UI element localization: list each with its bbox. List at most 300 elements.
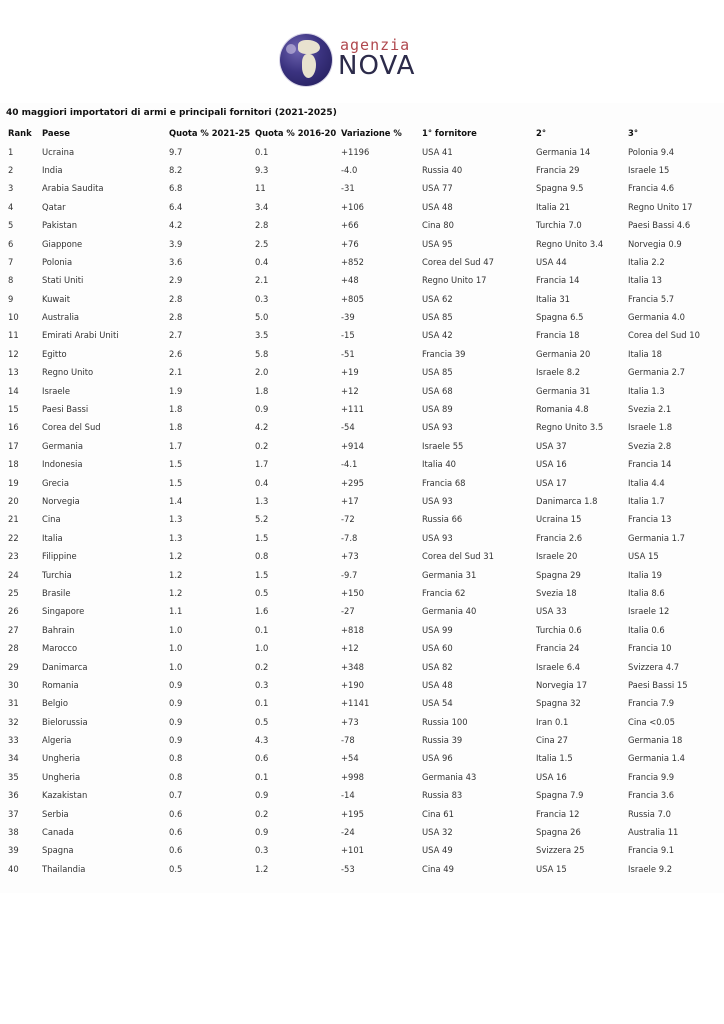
cell-supplier-1: USA 82: [422, 661, 453, 672]
cell-supplier-3: Francia 5.7: [628, 293, 675, 304]
table-row: [0, 198, 724, 216]
cell-supplier-1: Corea del Sud 47: [422, 256, 494, 267]
cell-rank: 6: [8, 238, 14, 249]
cell-supplier-1: USA 60: [422, 643, 453, 654]
cell-rank: 28: [8, 643, 19, 654]
cell-supplier-2: USA 16: [536, 459, 567, 470]
cell-share-2016-20: 11: [255, 183, 266, 194]
cell-supplier-1: USA 32: [422, 827, 453, 838]
table-row: [0, 308, 724, 326]
cell-supplier-2: Germania 14: [536, 146, 591, 157]
cell-supplier-2: Spagna 6.5: [536, 312, 584, 323]
cell-country: Canada: [42, 827, 74, 838]
cell-rank: 8: [8, 275, 14, 286]
cell-supplier-2: Francia 2.6: [536, 532, 583, 543]
cell-change: -4.0: [341, 164, 358, 175]
cell-change: -14: [341, 790, 355, 801]
cell-supplier-2: Ucraina 15: [536, 514, 582, 525]
cell-supplier-2: Iran 0.1: [536, 716, 569, 727]
cell-share-2021-25: 0.9: [169, 698, 183, 709]
table-row: [0, 547, 724, 565]
cell-supplier-3: Francia 13: [628, 514, 672, 525]
cell-supplier-3: Regno Unito 17: [628, 201, 693, 212]
cell-supplier-1: USA 41: [422, 146, 453, 157]
cell-share-2016-20: 2.0: [255, 367, 269, 378]
table-row: [0, 473, 724, 491]
cell-country: Germania: [42, 440, 83, 451]
column-header-supplier-3: 3°: [628, 128, 639, 139]
table-row: [0, 363, 724, 381]
cell-share-2016-20: 1.0: [255, 643, 269, 654]
cell-change: -7.8: [341, 532, 358, 543]
cell-supplier-2: Germania 31: [536, 385, 591, 396]
cell-country: Regno Unito: [42, 367, 94, 378]
cell-share-2016-20: 9.3: [255, 164, 269, 175]
cell-supplier-3: Francia 14: [628, 459, 672, 470]
cell-change: +1141: [341, 698, 370, 709]
cell-supplier-1: USA 93: [422, 422, 453, 433]
cell-share-2021-25: 1.0: [169, 643, 183, 654]
cell-supplier-3: Francia 7.9: [628, 698, 675, 709]
cell-supplier-1: USA 93: [422, 532, 453, 543]
table-header-row: [0, 124, 724, 142]
cell-supplier-3: Cina <0.05: [628, 716, 675, 727]
cell-rank: 36: [8, 790, 19, 801]
cell-share-2021-25: 0.8: [169, 771, 183, 782]
cell-supplier-3: Germania 2.7: [628, 367, 685, 378]
cell-country: Ungheria: [42, 753, 81, 764]
table-row: [0, 676, 724, 694]
cell-share-2021-25: 0.9: [169, 679, 183, 690]
cell-supplier-2: Cina 27: [536, 735, 568, 746]
cell-change: +54: [341, 753, 359, 764]
cell-share-2021-25: 1.3: [169, 532, 183, 543]
cell-country: Cina: [42, 514, 61, 525]
table-row: [0, 510, 724, 528]
cell-country: Kuwait: [42, 293, 70, 304]
cell-supplier-2: USA 17: [536, 477, 567, 488]
cell-supplier-2: Spagna 32: [536, 698, 581, 709]
cell-supplier-1: USA 95: [422, 238, 453, 249]
cell-share-2021-25: 4.2: [169, 220, 183, 231]
cell-supplier-2: Italia 21: [536, 201, 570, 212]
cell-share-2021-25: 0.7: [169, 790, 183, 801]
cell-supplier-3: Francia 9.1: [628, 845, 675, 856]
cell-country: Polonia: [42, 256, 73, 267]
cell-share-2016-20: 4.2: [255, 422, 269, 433]
cell-supplier-2: Norvegia 17: [536, 679, 588, 690]
column-header-share-2021-25: Quota % 2021-25: [169, 128, 251, 139]
cell-supplier-3: Paesi Bassi 4.6: [628, 220, 691, 231]
table-row: [0, 749, 724, 767]
cell-supplier-2: Germania 20: [536, 348, 591, 359]
cell-supplier-1: USA 48: [422, 679, 453, 690]
cell-share-2021-25: 0.5: [169, 863, 183, 874]
cell-change: +1196: [341, 146, 370, 157]
cell-supplier-1: Cina 49: [422, 863, 454, 874]
cell-supplier-2: Regno Unito 3.4: [536, 238, 604, 249]
cell-supplier-1: USA 96: [422, 753, 453, 764]
cell-share-2016-20: 2.1: [255, 275, 269, 286]
cell-share-2016-20: 0.3: [255, 679, 269, 690]
cell-rank: 16: [8, 422, 19, 433]
cell-supplier-3: Polonia 9.4: [628, 146, 675, 157]
cell-share-2021-25: 1.2: [169, 551, 183, 562]
cell-supplier-3: Italia 13: [628, 275, 662, 286]
cell-country: Arabia Saudita: [42, 183, 104, 194]
cell-change: -72: [341, 514, 355, 525]
cell-supplier-1: USA 54: [422, 698, 453, 709]
cell-country: Romania: [42, 679, 79, 690]
cell-rank: 21: [8, 514, 19, 525]
cell-rank: 3: [8, 183, 14, 194]
table-row: [0, 492, 724, 510]
cell-supplier-3: Paesi Bassi 15: [628, 679, 688, 690]
table-row: [0, 804, 724, 822]
cell-country: Algeria: [42, 735, 72, 746]
cell-rank: 23: [8, 551, 19, 562]
cell-change: +818: [341, 624, 365, 635]
cell-supplier-2: Spagna 26: [536, 827, 581, 838]
cell-share-2016-20: 1.8: [255, 385, 269, 396]
cell-supplier-2: Israele 20: [536, 551, 578, 562]
cell-rank: 7: [8, 256, 14, 267]
cell-supplier-1: USA 42: [422, 330, 453, 341]
cell-supplier-1: Russia 66: [422, 514, 463, 525]
table-row: [0, 602, 724, 620]
cell-change: +48: [341, 275, 359, 286]
cell-rank: 1: [8, 146, 14, 157]
cell-country: Grecia: [42, 477, 69, 488]
cell-share-2021-25: 1.8: [169, 422, 183, 433]
table-row: [0, 418, 724, 436]
cell-share-2016-20: 0.2: [255, 808, 269, 819]
cell-country: Kazakistan: [42, 790, 88, 801]
cell-change: -39: [341, 312, 355, 323]
cell-share-2016-20: 0.2: [255, 440, 269, 451]
cell-supplier-3: Germania 4.0: [628, 312, 685, 323]
cell-rank: 29: [8, 661, 19, 672]
cell-share-2021-25: 0.9: [169, 716, 183, 727]
cell-share-2016-20: 2.5: [255, 238, 269, 249]
cell-share-2021-25: 8.2: [169, 164, 183, 175]
cell-supplier-2: Italia 31: [536, 293, 570, 304]
cell-change: -78: [341, 735, 355, 746]
cell-share-2021-25: 2.1: [169, 367, 183, 378]
cell-supplier-2: Francia 24: [536, 643, 580, 654]
table-row: [0, 823, 724, 841]
cell-supplier-3: Norvegia 0.9: [628, 238, 682, 249]
cell-change: -24: [341, 827, 355, 838]
cell-share-2016-20: 0.5: [255, 716, 269, 727]
table-row: [0, 694, 724, 712]
cell-change: -53: [341, 863, 355, 874]
cell-change: +12: [341, 385, 359, 396]
table-row: [0, 400, 724, 418]
cell-change: +106: [341, 201, 365, 212]
cell-country: Australia: [42, 312, 80, 323]
column-header-share-2016-20: Quota % 2016-20: [255, 128, 337, 139]
table-row: [0, 437, 724, 455]
cell-supplier-3: Germania 18: [628, 735, 683, 746]
cell-country: Corea del Sud: [42, 422, 101, 433]
cell-change: +805: [341, 293, 365, 304]
cell-supplier-1: Germania 31: [422, 569, 477, 580]
cell-share-2021-25: 1.5: [169, 459, 183, 470]
importers-table: [0, 124, 724, 878]
cell-supplier-3: Israele 12: [628, 606, 670, 617]
cell-supplier-3: Italia 4.4: [628, 477, 665, 488]
cell-supplier-1: Germania 40: [422, 606, 477, 617]
table-row: [0, 786, 724, 804]
cell-rank: 18: [8, 459, 19, 470]
cell-supplier-3: Francia 9.9: [628, 771, 675, 782]
cell-change: +190: [341, 679, 365, 690]
cell-country: Thailandia: [42, 863, 86, 874]
cell-rank: 15: [8, 404, 19, 415]
cell-share-2021-25: 0.9: [169, 735, 183, 746]
column-header-country: Paese: [42, 128, 70, 139]
cell-share-2021-25: 1.8: [169, 404, 183, 415]
cell-supplier-2: Spagna 29: [536, 569, 581, 580]
cell-supplier-1: USA 48: [422, 201, 453, 212]
cell-rank: 24: [8, 569, 19, 580]
table-row: [0, 381, 724, 399]
cell-country: Giappone: [42, 238, 83, 249]
cell-country: Stati Uniti: [42, 275, 84, 286]
cell-rank: 22: [8, 532, 19, 543]
cell-supplier-1: Cina 61: [422, 808, 454, 819]
cell-supplier-1: Francia 68: [422, 477, 466, 488]
cell-rank: 38: [8, 827, 19, 838]
cell-rank: 27: [8, 624, 19, 635]
cell-share-2021-25: 1.2: [169, 569, 183, 580]
cell-share-2021-25: 1.4: [169, 496, 183, 506]
cell-supplier-2: USA 44: [536, 256, 567, 267]
cell-supplier-2: Francia 18: [536, 330, 580, 341]
cell-supplier-3: Svizzera 4.7: [628, 661, 680, 672]
cell-supplier-2: Turchia 0.6: [536, 624, 582, 635]
column-header-supplier-1: 1° fornitore: [422, 128, 477, 139]
cell-country: Israele: [42, 385, 71, 396]
cell-rank: 37: [8, 808, 19, 819]
cell-share-2021-25: 6.4: [169, 201, 183, 212]
cell-supplier-3: Francia 3.6: [628, 790, 675, 801]
cell-supplier-2: Spagna 9.5: [536, 183, 584, 194]
cell-change: +17: [341, 496, 359, 506]
cell-share-2021-25: 1.9: [169, 385, 183, 396]
cell-change: +19: [341, 367, 359, 378]
cell-supplier-2: Svezia 18: [536, 587, 577, 598]
cell-change: -31: [341, 183, 355, 194]
column-header-rank: Rank: [8, 128, 32, 139]
globe-icon: [280, 34, 332, 86]
cell-share-2016-20: 5.0: [255, 312, 269, 323]
cell-supplier-1: Regno Unito 17: [422, 275, 487, 286]
cell-supplier-2: Romania 4.8: [536, 404, 589, 415]
cell-supplier-3: Corea del Sud 10: [628, 330, 700, 341]
cell-supplier-3: Francia 4.6: [628, 183, 675, 194]
cell-share-2016-20: 0.1: [255, 698, 269, 709]
cell-supplier-2: USA 33: [536, 606, 567, 617]
cell-country: Ucraina: [42, 146, 75, 157]
cell-country: Filippine: [42, 551, 77, 562]
cell-supplier-1: USA 62: [422, 293, 453, 304]
cell-country: Belgio: [42, 698, 68, 709]
cell-rank: 19: [8, 477, 19, 488]
cell-supplier-1: USA 93: [422, 496, 453, 506]
table-row: [0, 841, 724, 859]
table-row: [0, 326, 724, 344]
cell-supplier-3: Italia 19: [628, 569, 662, 580]
cell-supplier-2: Francia 12: [536, 808, 580, 819]
table-row: [0, 253, 724, 271]
cell-supplier-2: USA 15: [536, 863, 567, 874]
table-row: [0, 142, 724, 160]
cell-share-2016-20: 0.3: [255, 293, 269, 304]
cell-country: India: [42, 164, 63, 175]
cell-supplier-2: USA 16: [536, 771, 567, 782]
cell-rank: 34: [8, 753, 19, 764]
table-row: [0, 768, 724, 786]
cell-supplier-2: Francia 29: [536, 164, 580, 175]
cell-supplier-2: USA 37: [536, 440, 567, 451]
table-row: [0, 565, 724, 583]
cell-share-2021-25: 0.8: [169, 753, 183, 764]
cell-country: Italia: [42, 532, 63, 543]
table-row: [0, 529, 724, 547]
cell-country: Emirati Arabi Uniti: [42, 330, 119, 341]
cell-rank: 5: [8, 220, 14, 231]
cell-supplier-3: Italia 1.7: [628, 496, 665, 506]
cell-share-2021-25: 2.6: [169, 348, 183, 359]
table-row: [0, 621, 724, 639]
cell-share-2016-20: 0.1: [255, 771, 269, 782]
table-row: [0, 584, 724, 602]
cell-share-2016-20: 0.6: [255, 753, 269, 764]
cell-share-2016-20: 0.4: [255, 256, 269, 267]
cell-supplier-1: Russia 83: [422, 790, 463, 801]
cell-supplier-3: USA 15: [628, 551, 659, 562]
cell-change: +195: [341, 808, 365, 819]
table-row: [0, 234, 724, 252]
cell-supplier-3: Italia 18: [628, 348, 662, 359]
cell-rank: 4: [8, 201, 14, 212]
cell-country: Bahrain: [42, 624, 75, 635]
table-title: 40 maggiori importatori di armi e principali fornitori (2021-2025): [6, 108, 337, 118]
cell-share-2021-25: 1.2: [169, 587, 183, 598]
cell-share-2016-20: 0.9: [255, 790, 269, 801]
cell-country: Norvegia: [42, 496, 80, 506]
cell-supplier-2: Francia 14: [536, 275, 580, 286]
cell-supplier-2: Danimarca 1.8: [536, 496, 598, 506]
cell-supplier-3: Germania 1.7: [628, 532, 685, 543]
cell-share-2021-25: 0.6: [169, 845, 183, 856]
table-row: [0, 455, 724, 473]
cell-share-2016-20: 3.4: [255, 201, 269, 212]
cell-share-2016-20: 0.9: [255, 404, 269, 415]
cell-share-2021-25: 2.8: [169, 293, 183, 304]
cell-share-2021-25: 1.3: [169, 514, 183, 525]
cell-supplier-1: USA 49: [422, 845, 453, 856]
cell-supplier-3: Germania 1.4: [628, 753, 685, 764]
cell-share-2021-25: 0.6: [169, 808, 183, 819]
cell-change: +101: [341, 845, 365, 856]
cell-rank: 11: [8, 330, 19, 341]
table-row: [0, 639, 724, 657]
cell-change: +111: [341, 404, 365, 415]
cell-rank: 30: [8, 679, 19, 690]
cell-supplier-1: USA 68: [422, 385, 453, 396]
cell-rank: 9: [8, 293, 14, 304]
cell-share-2016-20: 1.2: [255, 863, 269, 874]
cell-rank: 33: [8, 735, 19, 746]
cell-rank: 12: [8, 348, 19, 359]
cell-rank: 40: [8, 863, 19, 874]
cell-share-2021-25: 2.9: [169, 275, 183, 286]
cell-supplier-3: Svezia 2.1: [628, 404, 672, 415]
cell-share-2016-20: 0.9: [255, 827, 269, 838]
cell-share-2016-20: 0.2: [255, 661, 269, 672]
cell-country: Brasile: [42, 587, 71, 598]
cell-change: +150: [341, 587, 365, 598]
cell-rank: 10: [8, 312, 19, 323]
cell-supplier-1: Francia 62: [422, 587, 466, 598]
cell-share-2021-25: 3.9: [169, 238, 183, 249]
cell-supplier-1: Corea del Sud 31: [422, 551, 494, 562]
cell-supplier-2: Israele 8.2: [536, 367, 581, 378]
cell-share-2016-20: 1.5: [255, 532, 269, 543]
cell-change: -9.7: [341, 569, 358, 580]
cell-supplier-2: Svizzera 25: [536, 845, 585, 856]
cell-share-2016-20: 1.6: [255, 606, 269, 617]
cell-share-2021-25: 1.0: [169, 624, 183, 635]
table-row: [0, 731, 724, 749]
cell-supplier-2: Turchia 7.0: [536, 220, 582, 231]
cell-supplier-3: Francia 10: [628, 643, 672, 654]
cell-country: Indonesia: [42, 459, 83, 470]
cell-supplier-3: Russia 7.0: [628, 808, 671, 819]
table-row: [0, 860, 724, 878]
cell-supplier-2: Italia 1.5: [536, 753, 573, 764]
cell-supplier-1: Russia 40: [422, 164, 463, 175]
cell-change: +73: [341, 551, 359, 562]
cell-supplier-3: Israele 9.2: [628, 863, 673, 874]
cell-share-2021-25: 2.7: [169, 330, 183, 341]
cell-change: -51: [341, 348, 355, 359]
cell-share-2021-25: 6.8: [169, 183, 183, 194]
table-row: [0, 271, 724, 289]
cell-supplier-1: Israele 55: [422, 440, 464, 451]
table-row: [0, 345, 724, 363]
cell-supplier-1: Cina 80: [422, 220, 454, 231]
cell-rank: 2: [8, 164, 14, 175]
cell-share-2016-20: 0.5: [255, 587, 269, 598]
cell-rank: 31: [8, 698, 19, 709]
cell-country: Singapore: [42, 606, 85, 617]
cell-supplier-1: USA 99: [422, 624, 453, 635]
cell-rank: 39: [8, 845, 19, 856]
cell-supplier-1: Russia 100: [422, 716, 468, 727]
agenzia-nova-logo: [280, 34, 450, 90]
cell-supplier-1: USA 77: [422, 183, 453, 194]
cell-change: +73: [341, 716, 359, 727]
table-row: [0, 161, 724, 179]
cell-supplier-2: Spagna 7.9: [536, 790, 584, 801]
table-row: [0, 657, 724, 675]
cell-rank: 14: [8, 385, 19, 396]
logo-text-main: NOVA: [338, 51, 416, 81]
